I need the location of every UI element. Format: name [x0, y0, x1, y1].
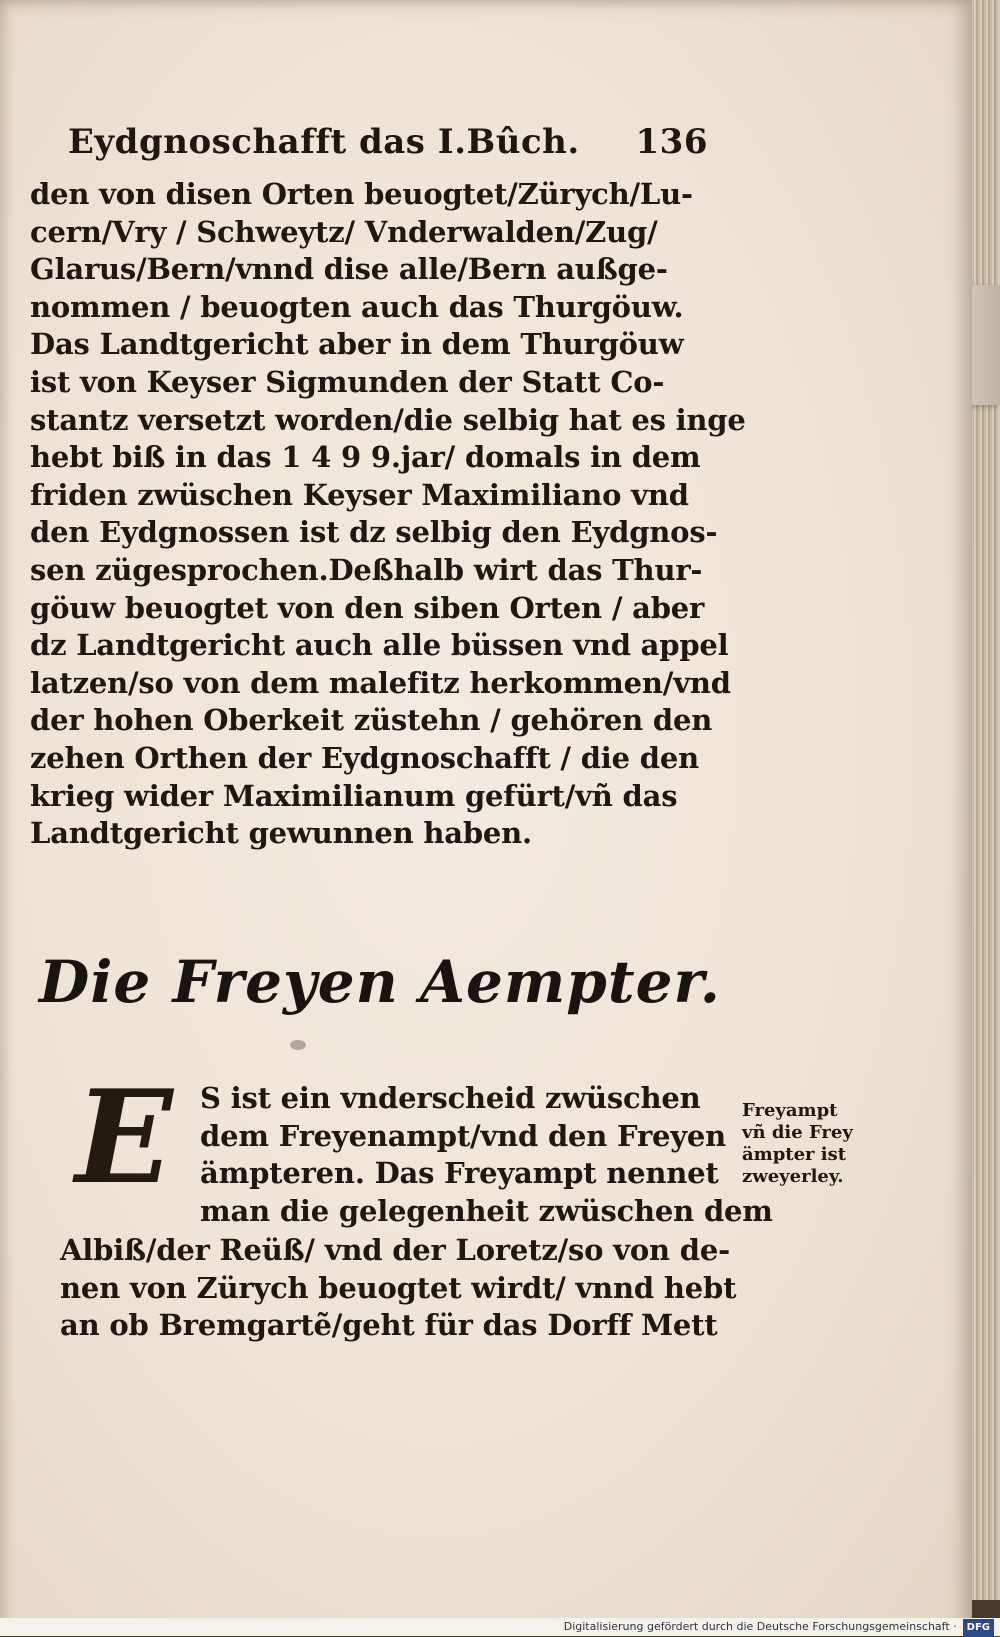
marginal-note [742, 1100, 882, 1188]
text-line: latzen/so von dem malefitz herkommen/vnd [30, 665, 731, 700]
text-line: Albiß/der Reüß/ vnd der Loretz/so von de- [60, 1233, 730, 1267]
text-line: man die gelegenheit zwüschen dem [200, 1193, 773, 1228]
text-line: Das Landtgericht aber in dem Thurgöuw [30, 327, 684, 362]
decorated-initial: E [75, 1063, 173, 1213]
text-line: friden zwüschen Keyser Maximiliano vnd [30, 477, 689, 512]
digitization-footer [0, 1618, 1000, 1636]
marginal-line: zweyerley. [742, 1166, 844, 1187]
text-line: zehen Orthen der Eydgnoschafft / die den [30, 740, 699, 775]
text-line: Landtgericht gewunnen haben. [30, 816, 532, 851]
paragraph-indented [200, 1080, 773, 1230]
text-line: nen von Zürych beuogtet wirdt/ vnnd hebt [60, 1270, 737, 1305]
text-line: stantz versetzt worden/die selbig hat es inge [30, 402, 746, 437]
body-text [30, 176, 746, 853]
text-line: den von disen Orten beuogtet/Zürych/Lu- [30, 177, 693, 211]
section-title: Die Freyen Aempter. [39, 948, 721, 1016]
text-line: S ist ein vnderscheid zwüschen [200, 1081, 701, 1115]
text-line: hebt biß in das 1 4 9 9.jar/ domals in dem [30, 440, 701, 475]
text-line: nommen / beuogten auch das Thurgöuw. [30, 289, 684, 324]
paragraph-full [60, 1232, 740, 1345]
page-number: 136 [635, 122, 708, 162]
dfg-logo: DFG [963, 1619, 994, 1637]
text-line: göuw beuogtet von den siben Orten / aber [30, 590, 705, 625]
text-line: Glarus/Bern/vnnd dise alle/Bern außge- [30, 252, 668, 287]
text-line: dem Freyenampt/vnd den Freyen [200, 1118, 727, 1153]
text-line: sen zügesprochen.Deßhalb wirt das Thur- [30, 552, 703, 587]
text-line: cern/Vry / Schweytz/ Vnderwalden/Zug/ [30, 214, 658, 249]
running-title: Eydgnoschafft das I.Bûch. [68, 122, 580, 162]
text-line: der hohen Oberkeit züstehn / gehören den [30, 703, 713, 738]
text-line: ämpteren. Das Freyampt nennet [200, 1156, 719, 1191]
text-line: krieg wider Maximilianum gefürt/vñ das [30, 778, 678, 813]
marginal-line: Freyampt [742, 1100, 838, 1121]
footer-text: Digitalisierung gefördert durch die Deutsche Forschungsgemeinschaft · [563, 1620, 957, 1633]
text-line: dz Landtgericht auch alle büssen vnd appel [30, 628, 729, 663]
text-line: ist von Keyser Sigmunden der Statt Co- [30, 364, 665, 399]
running-header [68, 122, 708, 162]
ink-smudge [290, 1040, 306, 1050]
marginal-line: ämpter ist [742, 1144, 847, 1165]
marginal-line: vñ die Frey [742, 1122, 853, 1143]
text-line: den Eydgnossen ist dz selbig den Eydgnos- [30, 515, 718, 550]
text-line: an ob Bremgartẽ/geht für das Dorff Mett [60, 1308, 718, 1343]
